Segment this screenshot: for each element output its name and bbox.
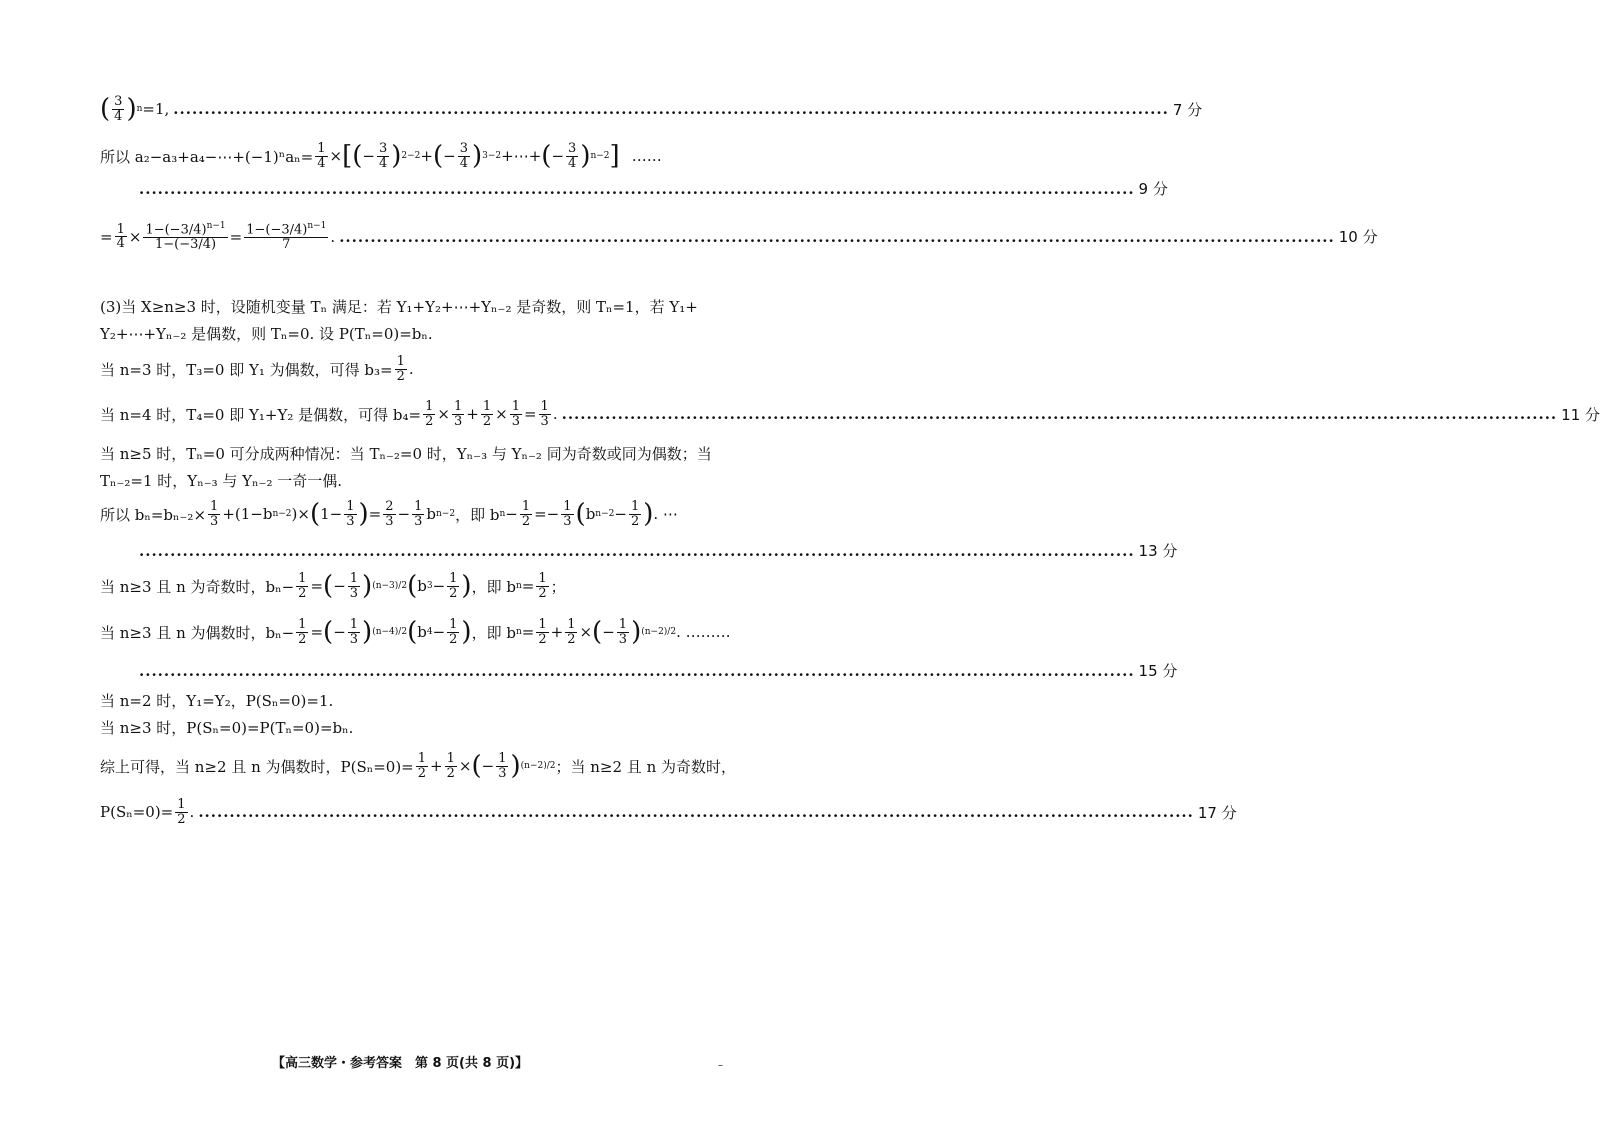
recurrence-line: 所以 bₙ=bₙ₋₂× $\frac{1}{3}$ +(1−b n−2 )× ( 1− $\frac{1}{3}$ ) = $\frac{2}{3}$ − $\frac{1}{3}$ b n−2 ，即 b n − $\frac{1}{2}$ =− $\frac{1}{3}$ ( b n−2 − $\frac{1}{2}$ ) . ⋯ — [100, 499, 678, 530]
score-10: 10 分 — [1338, 228, 1378, 247]
case-n5-line-1: 当 n≥5 时，Tₙ=0 可分成两种情况：当 Tₙ₋₂=0 时，Yₙ₋₃ 与 Yₙ₋₂ 同为奇数或同为偶数；当 — [100, 445, 712, 463]
score-9: 9 分 — [1138, 180, 1168, 198]
score-13: 13 分 — [1138, 542, 1178, 560]
conclusion-line-2: P(Sₙ=0)= $\frac{1}{2}$ . ................................................................................................................................................................ 17 分 — [100, 797, 1237, 827]
score-11: 11 分 — [1561, 405, 1600, 424]
odd-case: 当 n≥3 且 n 为奇数时，bₙ− $\frac{1}{2}$ = ( − $\frac{1}{3}$ ) (n−3)/2 ( b 3 − $\frac{1}{2}$ ) ，即 b n = $\frac{1}{2}$ ； — [100, 571, 566, 602]
page-footer: 【高三数学・参考答案 第 8 页(共 8 页)】 — [271, 1056, 529, 1071]
case-n-ge3: 当 n≥3 时，P(Sₙ=0)=P(Tₙ=0)=bₙ. — [100, 719, 354, 737]
answer-line-3: = $\frac{1}{4}$ × $\frac{1-(-3/4)^{n-1}}{1-(-3/4)}$ = $\frac{1-(-3/4)^{n-1}}{7}$ . ................................................................................................................................................................ 10 分 — [100, 221, 1378, 252]
even-case-cont: ................................................................................................................................................................ 15 分 — [139, 661, 1178, 680]
conclusion-line-1: 综上可得，当 n≥2 且 n 为偶数时，P(Sₙ=0)= $\frac{1}{2}$ + $\frac{1}{2}$ × ( − $\frac{1}{3}$ ) (n−2)/2 ；当 n≥2 且 n 为奇数时， — [100, 751, 737, 782]
answer-line-2: 所以 a₂−a₃+a₄−⋯+(−1)ⁿaₙ= $\frac{1}{4}$ × [ ( − $\frac{3}{4}$ ) 2−2 + ( − $\frac{3}{4}$ ) 3−2 +⋯+ ( − $\frac{3}{4}$ ) n−2 ] …… — [100, 141, 662, 172]
score-17: 17 分 — [1197, 803, 1237, 822]
case-n5-line-2: Tₙ₋₂=1 时，Yₙ₋₃ 与 Yₙ₋₂ 一奇一偶. — [100, 472, 343, 490]
answer-line-1: ( $\frac{3}{4}$ ) n =1, ................................................................................................................................................................ 7 分 — [100, 94, 1203, 125]
case-n3: 当 n=3 时，T₃=0 即 Y₁ 为偶数，可得 b₃= $\frac{1}{2}$ . — [100, 354, 414, 384]
corner-mark: – — [718, 1060, 723, 1071]
even-case: 当 n≥3 且 n 为偶数时，bₙ− $\frac{1}{2}$ = ( − $\frac{1}{3}$ ) (n−4)/2 ( b 4 − $\frac{1}{2}$ ) ，即 b n = $\frac{1}{2}$ + $\frac{1}{2}$ × ( − $\frac{1}{3}$ ) (n−2)/2 . ……… — [100, 617, 731, 648]
score-15: 15 分 — [1138, 662, 1178, 680]
case-n4: 当 n=4 时，T₄=0 即 Y₁+Y₂ 是偶数，可得 b₄= $\frac{1}{2}$ × $\frac{1}{3}$ + $\frac{1}{2}$ × $\frac{1}{3}$ = $\frac{1}{3}$ . ................................................................................................................................................................ 11 分 — [100, 399, 1600, 429]
answer-line-2-cont: ................................................................................................................................................................ 9 分 — [139, 179, 1168, 198]
score-7: 7 分 — [1172, 100, 1203, 119]
recurrence-line-cont: ................................................................................................................................................................ 13 分 — [139, 541, 1178, 560]
part3-line-2: Y₂+⋯+Yₙ₋₂ 是偶数，则 Tₙ=0. 设 P(Tₙ=0)=bₙ. — [100, 325, 433, 343]
part3-line-1: (3)当 X≥n≥3 时，设随机变量 Tₙ 满足：若 Y₁+Y₂+⋯+Yₙ₋₂ 是奇数，则 Tₙ=1，若 Y₁+ — [100, 298, 698, 316]
case-n2: 当 n=2 时，Y₁=Y₂，P(Sₙ=0)=1. — [100, 692, 334, 710]
